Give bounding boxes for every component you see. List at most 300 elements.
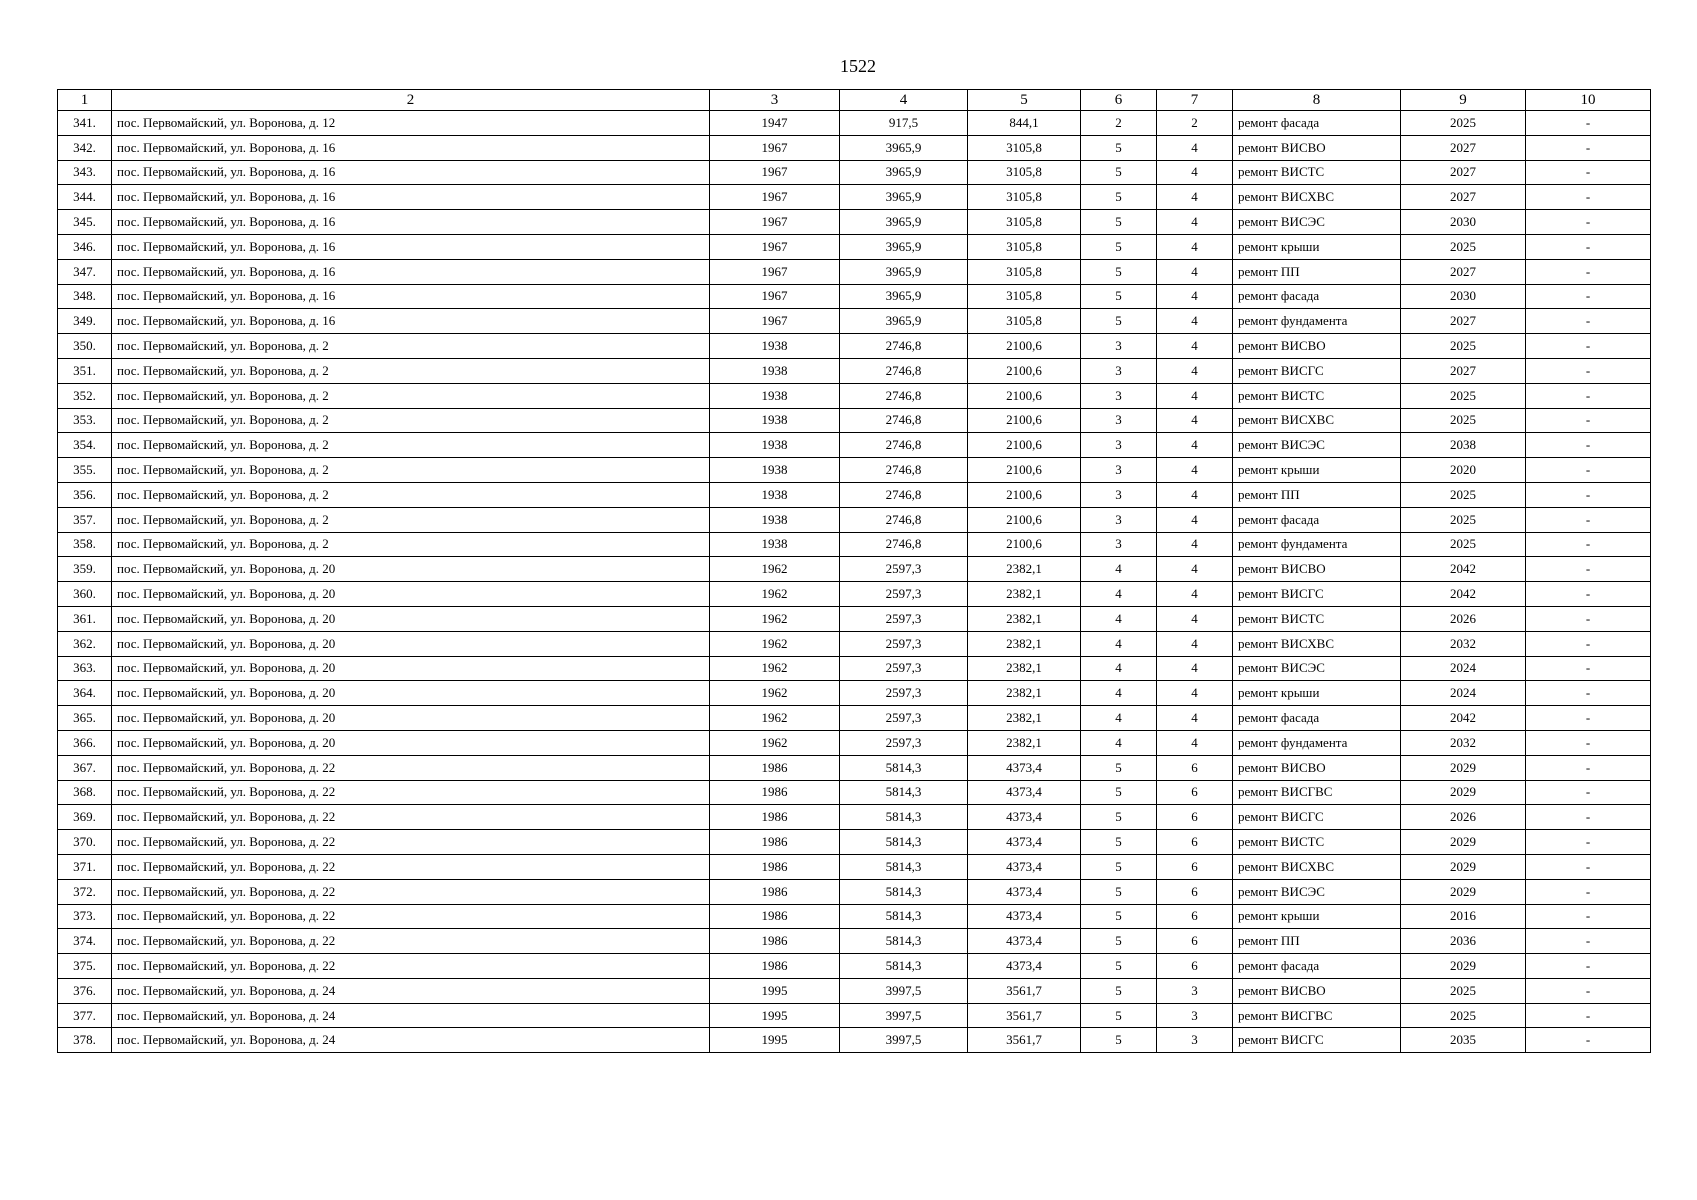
cell-planned-year: 2029 bbox=[1401, 854, 1526, 879]
cell-work-type: ремонт фундамента bbox=[1233, 532, 1401, 557]
cell-planned-year: 2025 bbox=[1401, 383, 1526, 408]
cell-floors: 5 bbox=[1081, 135, 1157, 160]
cell-planned-year: 2025 bbox=[1401, 507, 1526, 532]
cell-work-type: ремонт ВИСГС bbox=[1233, 582, 1401, 607]
table-row bbox=[58, 1003, 1651, 1028]
cell-note: - bbox=[1526, 854, 1651, 879]
cell-living-area: 4373,4 bbox=[968, 954, 1081, 979]
cell-work-type: ремонт фасада bbox=[1233, 111, 1401, 136]
cell-entrances: 4 bbox=[1157, 557, 1233, 582]
cell-work-type: ремонт ВИСХВС bbox=[1233, 408, 1401, 433]
cell-total-area: 5814,3 bbox=[840, 954, 968, 979]
cell-note: - bbox=[1526, 259, 1651, 284]
cell-entrances: 6 bbox=[1157, 830, 1233, 855]
cell-living-area: 3105,8 bbox=[968, 259, 1081, 284]
cell-planned-year: 2042 bbox=[1401, 582, 1526, 607]
cell-entrances: 4 bbox=[1157, 507, 1233, 532]
table-row bbox=[58, 631, 1651, 656]
cell-total-area: 2746,8 bbox=[840, 458, 968, 483]
cell-note: - bbox=[1526, 780, 1651, 805]
cell-build-year: 1967 bbox=[710, 309, 840, 334]
cell-row-number: 362. bbox=[58, 631, 112, 656]
cell-address: пос. Первомайский, ул. Воронова, д. 16 bbox=[112, 259, 710, 284]
cell-work-type: ремонт ВИСХВС bbox=[1233, 185, 1401, 210]
cell-work-type: ремонт ВИСВО bbox=[1233, 755, 1401, 780]
cell-row-number: 370. bbox=[58, 830, 112, 855]
cell-floors: 4 bbox=[1081, 582, 1157, 607]
cell-address: пос. Первомайский, ул. Воронова, д. 2 bbox=[112, 532, 710, 557]
cell-work-type: ремонт ВИСЭС bbox=[1233, 433, 1401, 458]
cell-floors: 5 bbox=[1081, 830, 1157, 855]
cell-build-year: 1962 bbox=[710, 582, 840, 607]
cell-note: - bbox=[1526, 1003, 1651, 1028]
cell-build-year: 1986 bbox=[710, 854, 840, 879]
cell-note: - bbox=[1526, 482, 1651, 507]
cell-total-area: 2746,8 bbox=[840, 433, 968, 458]
cell-total-area: 2597,3 bbox=[840, 656, 968, 681]
cell-floors: 4 bbox=[1081, 656, 1157, 681]
cell-note: - bbox=[1526, 582, 1651, 607]
cell-total-area: 3965,9 bbox=[840, 309, 968, 334]
cell-living-area: 2100,6 bbox=[968, 383, 1081, 408]
cell-address: пос. Первомайский, ул. Воронова, д. 16 bbox=[112, 135, 710, 160]
cell-total-area: 2597,3 bbox=[840, 631, 968, 656]
cell-address: пос. Первомайский, ул. Воронова, д. 22 bbox=[112, 929, 710, 954]
cell-floors: 5 bbox=[1081, 309, 1157, 334]
column-header-4: 4 bbox=[840, 90, 968, 111]
cell-total-area: 2746,8 bbox=[840, 358, 968, 383]
cell-floors: 5 bbox=[1081, 259, 1157, 284]
cell-note: - bbox=[1526, 879, 1651, 904]
cell-entrances: 4 bbox=[1157, 135, 1233, 160]
cell-living-area: 2100,6 bbox=[968, 358, 1081, 383]
cell-work-type: ремонт ВИСГВС bbox=[1233, 780, 1401, 805]
cell-address: пос. Первомайский, ул. Воронова, д. 16 bbox=[112, 309, 710, 334]
cell-floors: 5 bbox=[1081, 854, 1157, 879]
cell-row-number: 369. bbox=[58, 805, 112, 830]
cell-build-year: 1995 bbox=[710, 1003, 840, 1028]
cell-living-area: 4373,4 bbox=[968, 780, 1081, 805]
cell-address: пос. Первомайский, ул. Воронова, д. 24 bbox=[112, 1003, 710, 1028]
cell-entrances: 4 bbox=[1157, 383, 1233, 408]
cell-note: - bbox=[1526, 507, 1651, 532]
cell-work-type: ремонт фундамента bbox=[1233, 309, 1401, 334]
cell-planned-year: 2035 bbox=[1401, 1028, 1526, 1053]
cell-note: - bbox=[1526, 433, 1651, 458]
cell-row-number: 365. bbox=[58, 706, 112, 731]
cell-work-type: ремонт ВИСХВС bbox=[1233, 631, 1401, 656]
cell-note: - bbox=[1526, 805, 1651, 830]
cell-row-number: 378. bbox=[58, 1028, 112, 1053]
cell-floors: 5 bbox=[1081, 234, 1157, 259]
cell-floors: 5 bbox=[1081, 805, 1157, 830]
cell-row-number: 368. bbox=[58, 780, 112, 805]
column-header-1: 1 bbox=[58, 90, 112, 111]
cell-total-area: 3965,9 bbox=[840, 160, 968, 185]
cell-row-number: 367. bbox=[58, 755, 112, 780]
cell-row-number: 377. bbox=[58, 1003, 112, 1028]
table-row bbox=[58, 482, 1651, 507]
cell-address: пос. Первомайский, ул. Воронова, д. 22 bbox=[112, 854, 710, 879]
cell-planned-year: 2024 bbox=[1401, 656, 1526, 681]
cell-total-area: 2597,3 bbox=[840, 557, 968, 582]
cell-living-area: 4373,4 bbox=[968, 929, 1081, 954]
cell-row-number: 360. bbox=[58, 582, 112, 607]
cell-note: - bbox=[1526, 185, 1651, 210]
cell-build-year: 1967 bbox=[710, 160, 840, 185]
cell-row-number: 343. bbox=[58, 160, 112, 185]
cell-planned-year: 2025 bbox=[1401, 234, 1526, 259]
cell-work-type: ремонт фасада bbox=[1233, 284, 1401, 309]
cell-work-type: ремонт ВИСГС bbox=[1233, 358, 1401, 383]
cell-row-number: 348. bbox=[58, 284, 112, 309]
cell-work-type: ремонт ВИСВО bbox=[1233, 978, 1401, 1003]
cell-note: - bbox=[1526, 160, 1651, 185]
table-row bbox=[58, 929, 1651, 954]
cell-living-area: 844,1 bbox=[968, 111, 1081, 136]
cell-living-area: 2100,6 bbox=[968, 458, 1081, 483]
cell-planned-year: 2027 bbox=[1401, 358, 1526, 383]
cell-entrances: 4 bbox=[1157, 582, 1233, 607]
cell-total-area: 2746,8 bbox=[840, 408, 968, 433]
table-row bbox=[58, 309, 1651, 334]
cell-total-area: 3997,5 bbox=[840, 1028, 968, 1053]
cell-living-area: 3105,8 bbox=[968, 185, 1081, 210]
table-row bbox=[58, 408, 1651, 433]
cell-living-area: 2100,6 bbox=[968, 532, 1081, 557]
cell-row-number: 347. bbox=[58, 259, 112, 284]
cell-floors: 5 bbox=[1081, 929, 1157, 954]
cell-total-area: 5814,3 bbox=[840, 904, 968, 929]
cell-work-type: ремонт ВИСТС bbox=[1233, 383, 1401, 408]
table-row bbox=[58, 805, 1651, 830]
cell-row-number: 351. bbox=[58, 358, 112, 383]
cell-planned-year: 2016 bbox=[1401, 904, 1526, 929]
cell-build-year: 1938 bbox=[710, 383, 840, 408]
cell-address: пос. Первомайский, ул. Воронова, д. 16 bbox=[112, 160, 710, 185]
cell-planned-year: 2038 bbox=[1401, 433, 1526, 458]
cell-address: пос. Первомайский, ул. Воронова, д. 24 bbox=[112, 1028, 710, 1053]
cell-living-area: 4373,4 bbox=[968, 879, 1081, 904]
cell-entrances: 4 bbox=[1157, 458, 1233, 483]
cell-work-type: ремонт ВИСЭС bbox=[1233, 656, 1401, 681]
cell-floors: 3 bbox=[1081, 507, 1157, 532]
table-row bbox=[58, 755, 1651, 780]
cell-entrances: 4 bbox=[1157, 482, 1233, 507]
cell-note: - bbox=[1526, 458, 1651, 483]
cell-row-number: 358. bbox=[58, 532, 112, 557]
cell-floors: 5 bbox=[1081, 284, 1157, 309]
table-row bbox=[58, 234, 1651, 259]
cell-build-year: 1962 bbox=[710, 681, 840, 706]
cell-build-year: 1938 bbox=[710, 408, 840, 433]
cell-living-area: 3561,7 bbox=[968, 978, 1081, 1003]
cell-work-type: ремонт крыши bbox=[1233, 234, 1401, 259]
cell-build-year: 1938 bbox=[710, 334, 840, 359]
cell-entrances: 3 bbox=[1157, 978, 1233, 1003]
cell-total-area: 3965,9 bbox=[840, 135, 968, 160]
cell-floors: 5 bbox=[1081, 210, 1157, 235]
cell-total-area: 3965,9 bbox=[840, 185, 968, 210]
cell-total-area: 2597,3 bbox=[840, 706, 968, 731]
cell-living-area: 2382,1 bbox=[968, 557, 1081, 582]
cell-build-year: 1967 bbox=[710, 185, 840, 210]
cell-total-area: 2597,3 bbox=[840, 606, 968, 631]
cell-floors: 5 bbox=[1081, 755, 1157, 780]
cell-work-type: ремонт ВИСТС bbox=[1233, 830, 1401, 855]
cell-note: - bbox=[1526, 978, 1651, 1003]
cell-total-area: 3965,9 bbox=[840, 284, 968, 309]
cell-floors: 5 bbox=[1081, 1003, 1157, 1028]
cell-planned-year: 2026 bbox=[1401, 606, 1526, 631]
table-row bbox=[58, 507, 1651, 532]
cell-row-number: 354. bbox=[58, 433, 112, 458]
cell-address: пос. Первомайский, ул. Воронова, д. 2 bbox=[112, 458, 710, 483]
table-row bbox=[58, 433, 1651, 458]
cell-floors: 5 bbox=[1081, 160, 1157, 185]
cell-work-type: ремонт ВИСГС bbox=[1233, 1028, 1401, 1053]
column-header-2: 2 bbox=[112, 90, 710, 111]
cell-planned-year: 2025 bbox=[1401, 111, 1526, 136]
cell-row-number: 363. bbox=[58, 656, 112, 681]
cell-row-number: 376. bbox=[58, 978, 112, 1003]
cell-note: - bbox=[1526, 656, 1651, 681]
table-row bbox=[58, 458, 1651, 483]
cell-address: пос. Первомайский, ул. Воронова, д. 16 bbox=[112, 234, 710, 259]
cell-total-area: 5814,3 bbox=[840, 755, 968, 780]
cell-planned-year: 2042 bbox=[1401, 557, 1526, 582]
cell-build-year: 1967 bbox=[710, 210, 840, 235]
cell-planned-year: 2029 bbox=[1401, 755, 1526, 780]
cell-row-number: 353. bbox=[58, 408, 112, 433]
cell-address: пос. Первомайский, ул. Воронова, д. 22 bbox=[112, 755, 710, 780]
cell-planned-year: 2032 bbox=[1401, 730, 1526, 755]
cell-work-type: ремонт ВИСВО bbox=[1233, 135, 1401, 160]
cell-note: - bbox=[1526, 631, 1651, 656]
cell-planned-year: 2030 bbox=[1401, 284, 1526, 309]
table-row bbox=[58, 284, 1651, 309]
cell-note: - bbox=[1526, 284, 1651, 309]
cell-address: пос. Первомайский, ул. Воронова, д. 20 bbox=[112, 681, 710, 706]
table-row bbox=[58, 532, 1651, 557]
cell-living-area: 2382,1 bbox=[968, 656, 1081, 681]
cell-work-type: ремонт ВИСВО bbox=[1233, 334, 1401, 359]
cell-work-type: ремонт фасада bbox=[1233, 954, 1401, 979]
cell-build-year: 1986 bbox=[710, 830, 840, 855]
cell-row-number: 346. bbox=[58, 234, 112, 259]
table-row bbox=[58, 780, 1651, 805]
cell-row-number: 364. bbox=[58, 681, 112, 706]
cell-row-number: 352. bbox=[58, 383, 112, 408]
table-row bbox=[58, 606, 1651, 631]
table-body bbox=[58, 111, 1651, 1053]
cell-floors: 5 bbox=[1081, 904, 1157, 929]
cell-floors: 5 bbox=[1081, 978, 1157, 1003]
cell-address: пос. Первомайский, ул. Воронова, д. 22 bbox=[112, 780, 710, 805]
cell-address: пос. Первомайский, ул. Воронова, д. 16 bbox=[112, 185, 710, 210]
table-row bbox=[58, 681, 1651, 706]
cell-floors: 5 bbox=[1081, 1028, 1157, 1053]
cell-floors: 2 bbox=[1081, 111, 1157, 136]
cell-planned-year: 2025 bbox=[1401, 334, 1526, 359]
cell-living-area: 3105,8 bbox=[968, 135, 1081, 160]
cell-work-type: ремонт ВИСГВС bbox=[1233, 1003, 1401, 1028]
table-row bbox=[58, 557, 1651, 582]
cell-entrances: 4 bbox=[1157, 433, 1233, 458]
cell-work-type: ремонт фасада bbox=[1233, 507, 1401, 532]
cell-floors: 3 bbox=[1081, 433, 1157, 458]
cell-row-number: 355. bbox=[58, 458, 112, 483]
cell-entrances: 6 bbox=[1157, 929, 1233, 954]
cell-planned-year: 2027 bbox=[1401, 160, 1526, 185]
cell-planned-year: 2025 bbox=[1401, 482, 1526, 507]
cell-address: пос. Первомайский, ул. Воронова, д. 20 bbox=[112, 557, 710, 582]
cell-total-area: 2597,3 bbox=[840, 582, 968, 607]
cell-living-area: 3105,8 bbox=[968, 284, 1081, 309]
cell-floors: 4 bbox=[1081, 730, 1157, 755]
cell-living-area: 3105,8 bbox=[968, 309, 1081, 334]
cell-address: пос. Первомайский, ул. Воронова, д. 20 bbox=[112, 631, 710, 656]
cell-note: - bbox=[1526, 557, 1651, 582]
column-header-8: 8 bbox=[1233, 90, 1401, 111]
cell-living-area: 3105,8 bbox=[968, 210, 1081, 235]
cell-floors: 3 bbox=[1081, 383, 1157, 408]
table-row bbox=[58, 210, 1651, 235]
cell-note: - bbox=[1526, 309, 1651, 334]
cell-floors: 3 bbox=[1081, 358, 1157, 383]
cell-row-number: 349. bbox=[58, 309, 112, 334]
cell-living-area: 2100,6 bbox=[968, 408, 1081, 433]
cell-entrances: 4 bbox=[1157, 656, 1233, 681]
cell-total-area: 5814,3 bbox=[840, 854, 968, 879]
cell-build-year: 1967 bbox=[710, 234, 840, 259]
cell-floors: 3 bbox=[1081, 334, 1157, 359]
cell-row-number: 342. bbox=[58, 135, 112, 160]
cell-build-year: 1995 bbox=[710, 978, 840, 1003]
cell-entrances: 4 bbox=[1157, 160, 1233, 185]
cell-living-area: 3561,7 bbox=[968, 1028, 1081, 1053]
cell-living-area: 4373,4 bbox=[968, 805, 1081, 830]
cell-address: пос. Первомайский, ул. Воронова, д. 16 bbox=[112, 284, 710, 309]
cell-entrances: 6 bbox=[1157, 780, 1233, 805]
column-header-3: 3 bbox=[710, 90, 840, 111]
cell-total-area: 3965,9 bbox=[840, 234, 968, 259]
cell-floors: 4 bbox=[1081, 557, 1157, 582]
cell-address: пос. Первомайский, ул. Воронова, д. 20 bbox=[112, 706, 710, 731]
cell-note: - bbox=[1526, 730, 1651, 755]
cell-entrances: 4 bbox=[1157, 309, 1233, 334]
cell-planned-year: 2027 bbox=[1401, 185, 1526, 210]
cell-build-year: 1947 bbox=[710, 111, 840, 136]
cell-address: пос. Первомайский, ул. Воронова, д. 22 bbox=[112, 954, 710, 979]
cell-living-area: 2100,6 bbox=[968, 334, 1081, 359]
cell-work-type: ремонт ВИСЭС bbox=[1233, 210, 1401, 235]
cell-entrances: 6 bbox=[1157, 755, 1233, 780]
cell-note: - bbox=[1526, 383, 1651, 408]
cell-build-year: 1986 bbox=[710, 879, 840, 904]
cell-address: пос. Первомайский, ул. Воронова, д. 2 bbox=[112, 507, 710, 532]
cell-address: пос. Первомайский, ул. Воронова, д. 20 bbox=[112, 730, 710, 755]
cell-living-area: 2100,6 bbox=[968, 482, 1081, 507]
cell-entrances: 4 bbox=[1157, 210, 1233, 235]
cell-planned-year: 2029 bbox=[1401, 954, 1526, 979]
column-header-7: 7 bbox=[1157, 90, 1233, 111]
cell-living-area: 2382,1 bbox=[968, 730, 1081, 755]
cell-living-area: 4373,4 bbox=[968, 755, 1081, 780]
cell-build-year: 1962 bbox=[710, 656, 840, 681]
cell-note: - bbox=[1526, 954, 1651, 979]
table-row bbox=[58, 854, 1651, 879]
cell-living-area: 2382,1 bbox=[968, 681, 1081, 706]
cell-living-area: 4373,4 bbox=[968, 854, 1081, 879]
cell-build-year: 1986 bbox=[710, 954, 840, 979]
cell-floors: 5 bbox=[1081, 185, 1157, 210]
cell-total-area: 2746,8 bbox=[840, 334, 968, 359]
cell-floors: 4 bbox=[1081, 681, 1157, 706]
table-row bbox=[58, 185, 1651, 210]
cell-address: пос. Первомайский, ул. Воронова, д. 2 bbox=[112, 383, 710, 408]
table-row bbox=[58, 383, 1651, 408]
cell-address: пос. Первомайский, ул. Воронова, д. 22 bbox=[112, 830, 710, 855]
cell-address: пос. Первомайский, ул. Воронова, д. 2 bbox=[112, 482, 710, 507]
cell-build-year: 1986 bbox=[710, 805, 840, 830]
cell-floors: 5 bbox=[1081, 954, 1157, 979]
cell-living-area: 2382,1 bbox=[968, 606, 1081, 631]
cell-entrances: 4 bbox=[1157, 730, 1233, 755]
cell-note: - bbox=[1526, 358, 1651, 383]
table-row bbox=[58, 582, 1651, 607]
cell-entrances: 4 bbox=[1157, 358, 1233, 383]
cell-total-area: 5814,3 bbox=[840, 805, 968, 830]
cell-row-number: 359. bbox=[58, 557, 112, 582]
cell-work-type: ремонт фасада bbox=[1233, 706, 1401, 731]
cell-work-type: ремонт ВИСХВС bbox=[1233, 854, 1401, 879]
cell-build-year: 1938 bbox=[710, 458, 840, 483]
cell-build-year: 1962 bbox=[710, 631, 840, 656]
cell-living-area: 3105,8 bbox=[968, 234, 1081, 259]
cell-address: пос. Первомайский, ул. Воронова, д. 24 bbox=[112, 978, 710, 1003]
cell-living-area: 2382,1 bbox=[968, 582, 1081, 607]
cell-planned-year: 2024 bbox=[1401, 681, 1526, 706]
cell-address: пос. Первомайский, ул. Воронова, д. 16 bbox=[112, 210, 710, 235]
cell-build-year: 1986 bbox=[710, 904, 840, 929]
cell-entrances: 4 bbox=[1157, 681, 1233, 706]
cell-planned-year: 2025 bbox=[1401, 978, 1526, 1003]
cell-address: пос. Первомайский, ул. Воронова, д. 2 bbox=[112, 358, 710, 383]
cell-row-number: 357. bbox=[58, 507, 112, 532]
cell-entrances: 6 bbox=[1157, 904, 1233, 929]
cell-note: - bbox=[1526, 334, 1651, 359]
column-header-10: 10 bbox=[1526, 90, 1651, 111]
cell-total-area: 2746,8 bbox=[840, 383, 968, 408]
cell-living-area: 4373,4 bbox=[968, 830, 1081, 855]
cell-total-area: 5814,3 bbox=[840, 879, 968, 904]
cell-work-type: ремонт крыши bbox=[1233, 458, 1401, 483]
cell-work-type: ремонт ВИСТС bbox=[1233, 160, 1401, 185]
cell-address: пос. Первомайский, ул. Воронова, д. 12 bbox=[112, 111, 710, 136]
cell-work-type: ремонт ПП bbox=[1233, 259, 1401, 284]
cell-living-area: 4373,4 bbox=[968, 904, 1081, 929]
cell-entrances: 6 bbox=[1157, 854, 1233, 879]
cell-note: - bbox=[1526, 755, 1651, 780]
cell-address: пос. Первомайский, ул. Воронова, д. 2 bbox=[112, 408, 710, 433]
cell-build-year: 1938 bbox=[710, 433, 840, 458]
table-row bbox=[58, 135, 1651, 160]
cell-note: - bbox=[1526, 706, 1651, 731]
cell-note: - bbox=[1526, 929, 1651, 954]
cell-floors: 4 bbox=[1081, 706, 1157, 731]
cell-planned-year: 2027 bbox=[1401, 259, 1526, 284]
